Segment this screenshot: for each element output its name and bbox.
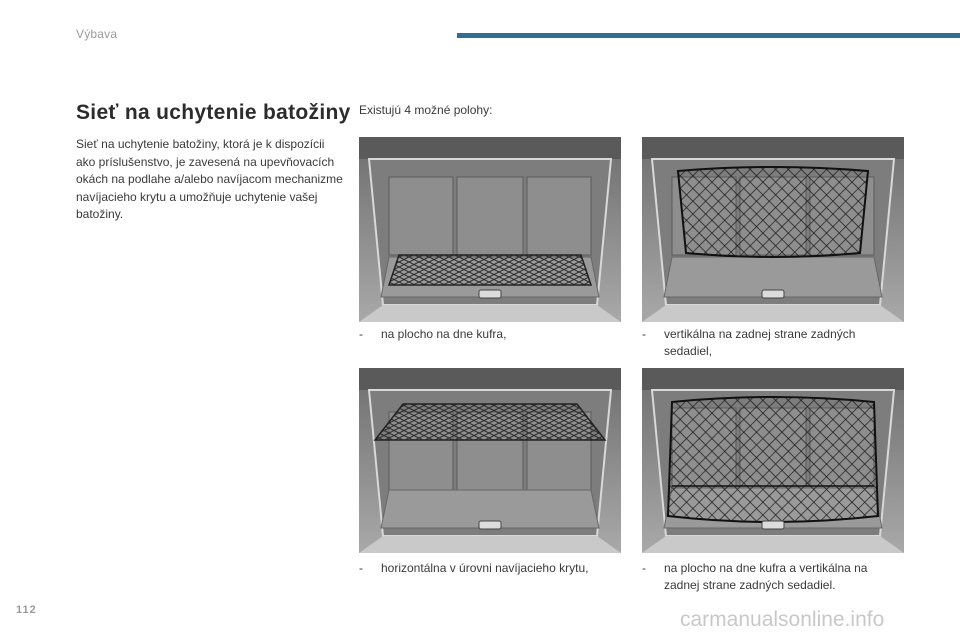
caption-dash: - [359,561,363,575]
watermark: carmanualsonline.info [680,608,885,631]
position-caption [359,560,621,577]
trunk-combined-net-image [642,368,904,553]
caption-text: vertikálna na zadnej strane zadných sedadiel, [664,327,856,358]
trunk-horizontal-net-image [359,368,621,553]
position-caption [359,326,621,343]
intro-paragraph: Sieť na uchytenie batožiny, ktorá je k dispozícii ako príslušenstvo, je zavesená na upevňovacích okách na podlahe a/alebo navíjacom mechanizme navíjacieho krytu a umožňuje uchytenie vašej batožiny. [76,137,343,221]
header-accent-bar [457,33,960,38]
trunk-floor-net-image [359,137,621,322]
caption-dash: - [642,561,646,575]
page-number: 112 [16,604,37,616]
position-caption [642,560,904,594]
caption-text: na plocho na dne kufra, [381,327,507,341]
positions-intro: Existujú 4 možné polohy: [359,103,493,117]
page-title: Sieť na uchytenie batožiny [76,101,351,124]
caption-dash: - [642,327,646,341]
caption-text: horizontálna v úrovni navíjacieho krytu, [381,561,589,575]
trunk-vertical-net-image [642,137,904,322]
caption-text: na plocho na dne kufra a vertikálna na zadnej strane zadných sedadiel. [664,561,868,592]
caption-dash: - [359,327,363,341]
section-label: Výbava [76,27,118,41]
position-caption [642,326,904,360]
